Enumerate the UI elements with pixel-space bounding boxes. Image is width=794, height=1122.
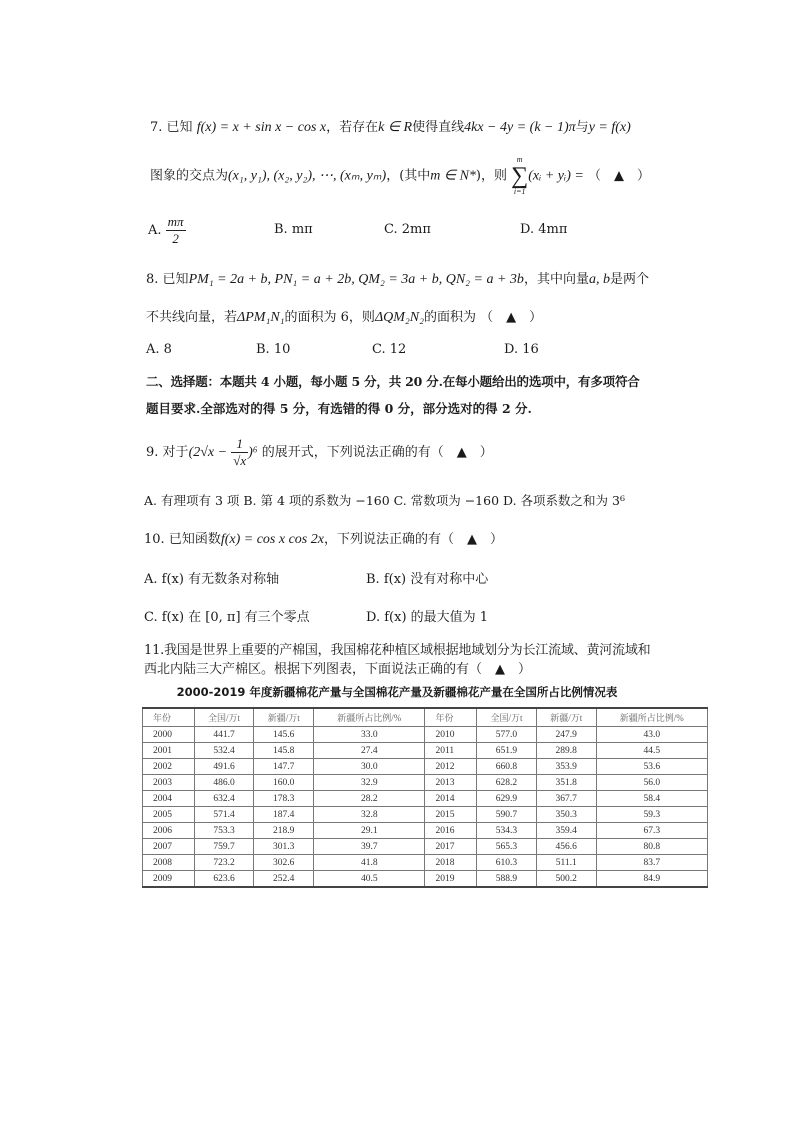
q8-text: 的面积为	[424, 310, 477, 325]
table-cell: 2014	[425, 791, 477, 807]
sum-body: (xᵢ + yᵢ) =	[528, 168, 584, 184]
q10-option-a: A. f(x) 有无数条对称轴	[144, 572, 280, 587]
q7-option-b: B. mπ	[274, 222, 313, 237]
table-cell: 2011	[425, 743, 477, 759]
cotton-production-table	[142, 707, 708, 888]
table-cell: 147.7	[254, 759, 314, 775]
table-cell: 660.8	[477, 759, 537, 775]
table-cell: 590.7	[477, 807, 537, 823]
q8-text: 不共线向量，若	[146, 310, 238, 325]
answer-blank: （ ▲ ）	[480, 310, 543, 325]
table-row	[143, 855, 708, 871]
table-cell: 2013	[425, 775, 477, 791]
table-cell: 2004	[143, 791, 195, 807]
table-cell: 83.7	[596, 855, 707, 871]
table-cell: 629.9	[477, 791, 537, 807]
q7-k-domain: k ∈ R	[378, 120, 413, 135]
fraction	[166, 214, 186, 247]
table-cell: 2001	[143, 743, 195, 759]
summation-symbol: m ∑ i=1	[511, 155, 529, 196]
q7-text: 与	[575, 120, 589, 135]
table-row	[143, 727, 708, 743]
table-cell: 2015	[425, 807, 477, 823]
table-cell: 33.0	[314, 727, 425, 743]
q8-option-d: D. 16	[504, 342, 539, 357]
table-cell: 350.3	[536, 807, 596, 823]
q8-text: ，其中向量	[523, 272, 589, 287]
table-cell: 2000	[143, 727, 195, 743]
table-cell: 367.7	[536, 791, 596, 807]
table-cell: 532.4	[194, 743, 254, 759]
table-cell: 2016	[425, 823, 477, 839]
q10-number: 10.	[144, 532, 165, 547]
q7-curve: y = f(x)	[588, 120, 631, 135]
q7-text: 使得直线	[412, 120, 465, 135]
option-label: A.	[148, 223, 162, 238]
table-cell: 289.8	[536, 743, 596, 759]
sum-upper-limit: m	[516, 155, 523, 164]
table-cell: 511.1	[536, 855, 596, 871]
q8-vectors-ab: a, b	[588, 272, 610, 287]
table-cell: 588.9	[477, 871, 537, 888]
q7-line-equation: 4kx − 4y = (k − 1)π	[464, 120, 576, 135]
q8-option-c: C. 12	[372, 342, 407, 357]
table-cell: 753.3	[194, 823, 254, 839]
table-cell: 59.3	[596, 807, 707, 823]
table-cell: 2010	[425, 727, 477, 743]
table-row	[143, 791, 708, 807]
table-cell: 80.8	[596, 839, 707, 855]
q7-function: f(x) = x + sin x − cos x	[196, 120, 327, 135]
column-header: 全国/万t	[194, 708, 254, 727]
table-cell: 58.4	[596, 791, 707, 807]
table-cell: 359.4	[536, 823, 596, 839]
table-cell: 2012	[425, 759, 477, 775]
table-cell: 534.3	[477, 823, 537, 839]
table-row	[143, 775, 708, 791]
sum-lower-limit: i=1	[513, 187, 526, 196]
q7-number: 7.	[150, 120, 163, 135]
table-cell: 2006	[143, 823, 195, 839]
q9-stem	[146, 436, 493, 469]
table-cell: 30.0	[314, 759, 425, 775]
table-cell: 84.9	[596, 871, 707, 888]
q7-text: 已知	[166, 120, 193, 135]
q8-option-b: B. 10	[256, 342, 291, 357]
table-cell: 43.0	[596, 727, 707, 743]
fraction-denominator: √x	[233, 453, 247, 468]
q8-text: 已知	[162, 272, 189, 287]
q7-points: (x₁, y₁), (x₂, y₂), ⋯, (xₘ, yₘ)	[228, 168, 387, 184]
q9-number: 9.	[146, 445, 159, 460]
table-cell: 353.9	[536, 759, 596, 775]
table-row	[143, 743, 708, 759]
q9-expr-post: )⁶	[248, 445, 258, 460]
q10-option-d: D. f(x) 的最大值为 1	[366, 610, 489, 625]
q8-stem-line1	[146, 268, 649, 288]
table-cell: 723.2	[194, 855, 254, 871]
q10-function: f(x) = cos x cos 2x	[220, 532, 324, 547]
q7-stem-line2	[150, 156, 650, 196]
table-cell: 759.7	[194, 839, 254, 855]
q9-options: A. 有理项有 3 项 B. 第 4 项的系数为 −160 C. 常数项为 −160 D. 各项系数之和为 3⁶	[144, 493, 625, 508]
table-header-row	[143, 708, 708, 727]
table-cell: 491.6	[194, 759, 254, 775]
q10-text: 已知函数	[168, 532, 221, 547]
answer-blank: （ ▲ ）	[587, 168, 650, 184]
fraction-numerator: mπ	[167, 214, 184, 229]
table-cell: 565.3	[477, 839, 537, 855]
table-cell: 28.2	[314, 791, 425, 807]
q8-number: 8.	[146, 272, 159, 287]
table-cell: 67.3	[596, 823, 707, 839]
q11-stem-line1: 11.我国是世界上重要的产棉国，我国棉花种植区域根据地域划分为长江流域、黄河流域和	[144, 643, 651, 658]
q8-triangle-1: ΔPM₁N₁	[237, 310, 285, 325]
table-cell: 44.5	[596, 743, 707, 759]
table-cell: 2008	[143, 855, 195, 871]
table-cell: 2019	[425, 871, 477, 888]
q7-stem-line1	[150, 116, 631, 136]
q11-stem-line2: 西北内陆三大产棉区。根据下列图表，下面说法正确的有（ ▲ ）	[144, 662, 531, 677]
table-cell: 32.9	[314, 775, 425, 791]
table-cell: 32.8	[314, 807, 425, 823]
q10-stem	[144, 528, 503, 548]
fraction-numerator: 1	[231, 436, 248, 453]
q9-expr-pre: (2√x −	[188, 445, 228, 460]
q9-text: 对于	[162, 445, 189, 460]
q8-vector-equations: PM₁ = 2a + b, PN₁ = a + 2b, QM₂ = 3a + b, QN₂ = a + 3b	[188, 272, 524, 287]
table-cell: 610.3	[477, 855, 537, 871]
fraction	[231, 436, 248, 469]
q7-option-d: D. 4mπ	[520, 222, 568, 237]
table-row	[143, 871, 708, 888]
table-cell: 351.8	[536, 775, 596, 791]
table-row	[143, 807, 708, 823]
q9-text: 的展开式，下列说法正确的有（ ▲ ）	[261, 445, 493, 460]
table-cell: 145.6	[254, 727, 314, 743]
q10-option-b: B. f(x) 没有对称中心	[366, 572, 489, 587]
table-cell: 29.1	[314, 823, 425, 839]
table-cell: 40.5	[314, 871, 425, 888]
q8-text: 是两个	[609, 272, 649, 287]
table-cell: 651.9	[477, 743, 537, 759]
column-header: 年份	[143, 708, 195, 727]
q7-option-a	[148, 214, 186, 247]
q7-text: 图象的交点为	[150, 168, 229, 184]
section-2-heading-line2: 题目要求.全部选对的得 5 分，有选错的得 0 分，部分选对的得 2 分.	[146, 401, 532, 416]
table-cell: 632.4	[194, 791, 254, 807]
table-cell: 187.4	[254, 807, 314, 823]
table-cell: 486.0	[194, 775, 254, 791]
table-cell: 145.8	[254, 743, 314, 759]
fraction-denominator: 2	[172, 231, 179, 246]
table-cell: 2007	[143, 839, 195, 855]
table-cell: 623.6	[194, 871, 254, 888]
section-2-heading-line1: 二、选择题：本题共 4 小题，每小题 5 分，共 20 分.在每小题给出的选项中，有多项符合	[146, 374, 640, 389]
q8-stem-line2	[146, 306, 542, 326]
table-cell: 301.3	[254, 839, 314, 855]
table-cell: 56.0	[596, 775, 707, 791]
q7-text: )，则	[475, 168, 507, 184]
table-cell: 41.8	[314, 855, 425, 871]
column-header: 新疆/万t	[536, 708, 596, 727]
table-row	[143, 823, 708, 839]
q7-m-domain: m ∈ N*	[430, 168, 476, 184]
column-header: 新疆所占比例/%	[596, 708, 707, 727]
q8-triangle-2: ΔQM₂N₂	[374, 310, 424, 325]
table-cell: 628.2	[477, 775, 537, 791]
q7-option-c: C. 2mπ	[384, 222, 431, 237]
table-row	[143, 839, 708, 855]
column-header: 新疆/万t	[254, 708, 314, 727]
q7-text: ，(其中	[386, 168, 431, 184]
q10-text: ，下列说法正确的有（ ▲ ）	[323, 532, 503, 547]
q7-text: ，若存在	[326, 120, 379, 135]
table-cell: 577.0	[477, 727, 537, 743]
table-cell: 53.6	[596, 759, 707, 775]
table-cell: 571.4	[194, 807, 254, 823]
q8-option-a: A. 8	[146, 342, 172, 357]
table-cell: 27.4	[314, 743, 425, 759]
table-cell: 500.2	[536, 871, 596, 888]
q8-text: 的面积为 6，则	[284, 310, 375, 325]
table-cell: 2005	[143, 807, 195, 823]
column-header: 全国/万t	[477, 708, 537, 727]
table-cell: 218.9	[254, 823, 314, 839]
table-title: 2000-2019 年度新疆棉花产量与全国棉花产量及新疆棉花产量在全国所占比例情况表	[176, 685, 618, 699]
table-cell: 2018	[425, 855, 477, 871]
table-cell: 160.0	[254, 775, 314, 791]
q10-option-c: C. f(x) 在 [0, π] 有三个零点	[144, 610, 310, 625]
table-row	[143, 759, 708, 775]
table-cell: 302.6	[254, 855, 314, 871]
table-cell: 2017	[425, 839, 477, 855]
table-cell: 456.6	[536, 839, 596, 855]
table-body	[143, 727, 708, 888]
table-cell: 247.9	[536, 727, 596, 743]
table-cell: 252.4	[254, 871, 314, 888]
column-header: 新疆所占比例/%	[314, 708, 425, 727]
column-header: 年份	[425, 708, 477, 727]
table-cell: 441.7	[194, 727, 254, 743]
table-cell: 2009	[143, 871, 195, 888]
table-cell: 2002	[143, 759, 195, 775]
table-cell: 2003	[143, 775, 195, 791]
table-cell: 39.7	[314, 839, 425, 855]
table-cell: 178.3	[254, 791, 314, 807]
